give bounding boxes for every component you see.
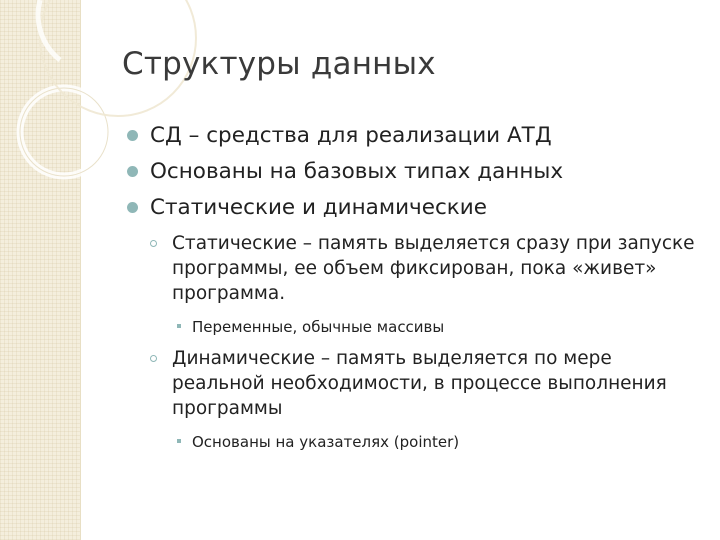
- note-text: Основаны на указателях (pointer): [192, 433, 460, 451]
- bullet-text: Статические и динамические: [150, 195, 487, 220]
- square-bullet-icon: [177, 324, 181, 328]
- bullet-dot-icon: [127, 166, 138, 177]
- sub-item-dynamic: [147, 346, 695, 421]
- note-item-dynamic: [173, 431, 695, 453]
- bullet-item-2: [125, 154, 695, 190]
- bullet-dot-icon: [127, 202, 138, 213]
- bullet-text: СД – средства для реализации АТД: [150, 123, 552, 148]
- ring-bullet-icon: [150, 240, 157, 247]
- slide-title: Структуры данных: [122, 46, 436, 82]
- bullet-dot-icon: [127, 130, 138, 141]
- note-item-static: [173, 316, 695, 338]
- sub-item-static: [147, 231, 695, 306]
- note-text: Переменные, обычные массивы: [192, 318, 445, 336]
- sub-item-text: Статические – память выделяется сразу при запуске программы, ее объем фиксирован, пока «живет» программа.: [172, 233, 695, 304]
- square-bullet-icon: [177, 439, 181, 443]
- bullet-text: Основаны на базовых типах данных: [150, 159, 564, 184]
- sub-item-text: Динамические – память выделяется по мере реальной необходимости, в процессе выполнения программы: [172, 348, 667, 419]
- ring-bullet-icon: [150, 355, 157, 362]
- slide-content: [125, 118, 695, 461]
- bullet-item-1: [125, 118, 695, 154]
- bullet-item-3: [125, 190, 695, 226]
